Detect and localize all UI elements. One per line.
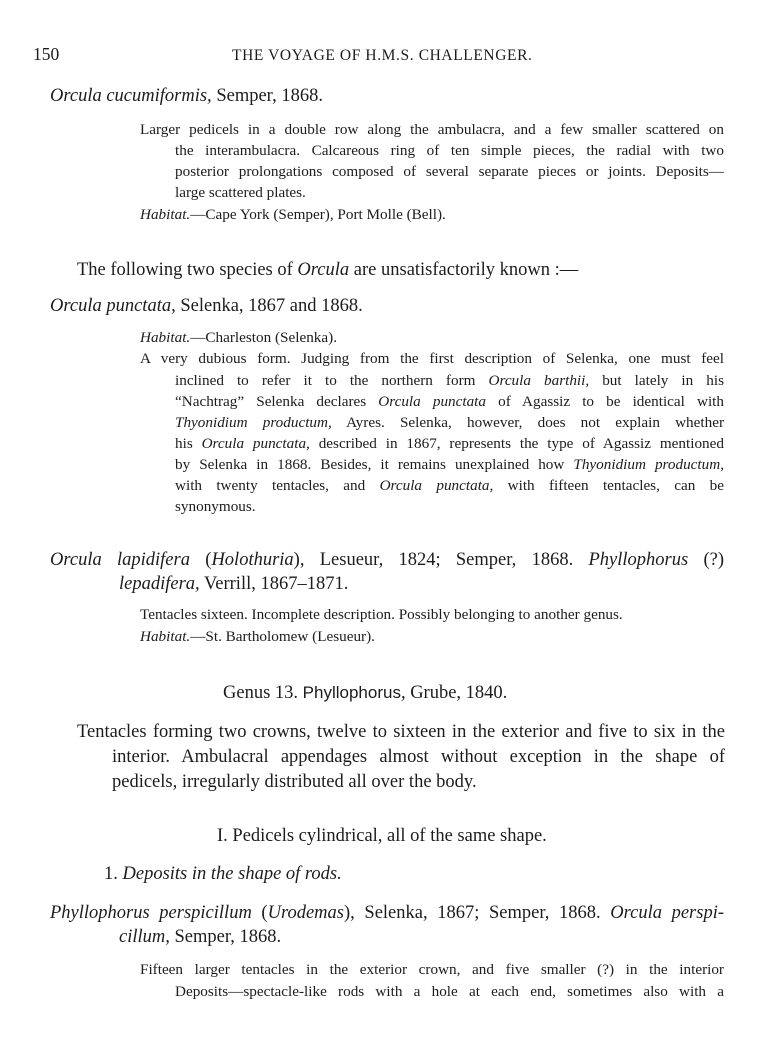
species-authority: Semper, 1868. [211, 86, 323, 106]
genus-description-line: interior. Ambulacral appendages almost without exception in the shape of [112, 747, 725, 767]
habitat-line [140, 629, 375, 644]
page-number: 150 [33, 44, 60, 64]
species-heading-continuation: cillum, Semper, 1868. [119, 927, 282, 947]
description-line: large scattered plates. [175, 184, 306, 201]
description-line: inclined to refer it to the northern form Orcula barthii, but lately in his [175, 372, 724, 389]
description-line: A very dubious form. Judging from the first description of Selenka, one must feel [140, 350, 724, 367]
description-line: Larger pedicels in a double row along the ambulacra, and a few smaller scattered on [140, 121, 724, 138]
species-authority: Selenka, 1867 and 1868. [175, 296, 363, 316]
species-heading-continuation: lepadifera, Verrill, 1867–1871. [119, 574, 349, 594]
genus-description-line: pedicels, irregularly distributed all over the body. [112, 772, 477, 792]
habitat-line [140, 330, 337, 345]
genus-description-line: Tentacles forming two crowns, twelve to sixteen in the exterior and five to six in the [77, 722, 725, 742]
description-line: his Orcula punctata, described in 1867, represents the type of Agassiz mentioned [175, 435, 724, 452]
intro-sentence: The following two species of Orcula are unsatisfactorily known :— [77, 260, 579, 280]
species-heading-orcula-punctata [50, 297, 363, 316]
genus-name: Phyllophorus [302, 683, 401, 702]
species-name: Orcula cucumiformis, [50, 86, 212, 106]
genus-name: Orcula [297, 260, 350, 280]
description-line: Fifteen larger tentacles in the exterior crown, and five smaller (?) in the interior [140, 961, 724, 978]
description-line: Tentacles sixteen. Incomplete description. Possibly belonging to another genus. [140, 606, 623, 623]
description-line: the interambulacra. Calcareous ring of ten simple pieces, the radial with two [175, 142, 724, 159]
running-title: THE VOYAGE OF H.M.S. CHALLENGER. [232, 47, 533, 64]
description-line: synonymous. [175, 498, 256, 515]
species-heading-orcula-cucumiformis [50, 87, 323, 106]
description-line: Thyonidium productum, Ayres. Selenka, however, does not explain whether [175, 414, 725, 431]
description-line: Deposits—spectacle-like rods with a hole at each end, sometimes also with a [175, 983, 724, 1000]
genus-heading: Genus 13. Phyllophorus, Grube, 1840. [223, 683, 508, 703]
habitat-label: Habitat. [140, 329, 191, 346]
species-name: Orcula punctata, [50, 296, 176, 316]
section-heading: I. Pedicels cylindrical, all of the same shape. [217, 826, 547, 846]
habitat-line [140, 207, 446, 222]
species-heading-phyllophorus-perspicillum: Phyllophorus perspicillum (Urodemas), Selenka, 1867; Semper, 1868. Orcula perspi- [50, 903, 725, 923]
species-heading-orcula-lapidifera: Orcula lapidifera (Holothuria), Lesueur, 1824; Semper, 1868. Phyllophorus (?) [50, 550, 724, 570]
subsection-heading: 1. Deposits in the shape of rods. [104, 864, 342, 884]
description-line: “Nachtrag” Selenka declares Orcula punctata of Agassiz to be identical with [175, 393, 724, 410]
habitat-label: Habitat. [140, 628, 191, 645]
description-line: by Selenka in 1868. Besides, it remains unexplained how Thyonidium productum, [175, 456, 724, 473]
habitat-text: —St. Bartholomew (Lesueur). [190, 628, 375, 645]
description-line: with twenty tentacles, and Orcula punctata, with fifteen tentacles, can be [175, 477, 724, 494]
habitat-text: —Cape York (Semper), Port Molle (Bell). [190, 206, 446, 223]
habitat-label: Habitat. [140, 206, 191, 223]
habitat-text: —Charleston (Selenka). [190, 329, 337, 346]
description-line: posterior prolongations composed of several separate pieces or joints. Deposits— [175, 163, 724, 180]
